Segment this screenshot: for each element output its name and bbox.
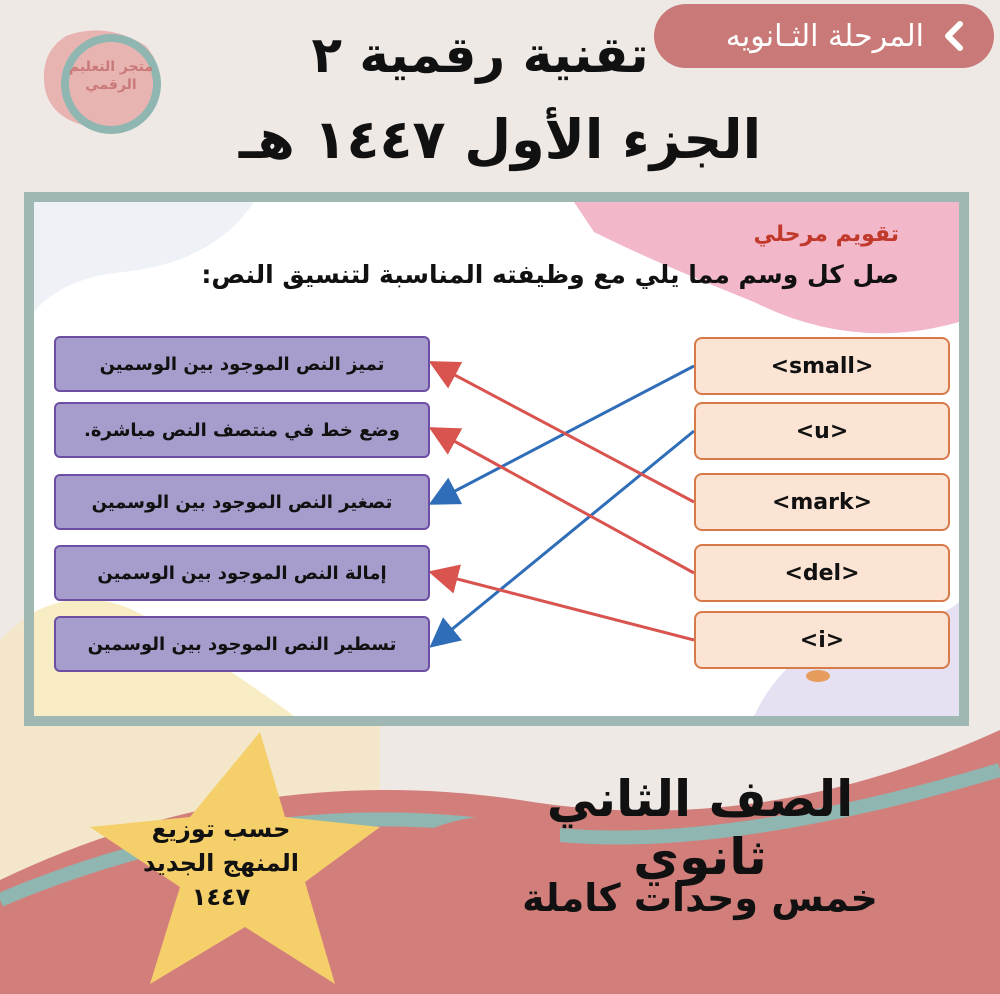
tag-label: <del>	[784, 560, 860, 586]
function-box[interactable]	[54, 616, 430, 672]
function-label: إمالة النص الموجود بين الوسمين	[97, 562, 387, 584]
chevron-left-icon	[936, 18, 972, 54]
star-line3: ١٤٤٧	[191, 883, 251, 911]
instruction-text: صل كل وسم مما يلي مع وظيفته المناسبة لتنسيق النص:	[201, 260, 899, 289]
stage-pill-label: المرحلة الثـانويه	[725, 18, 924, 54]
function-box[interactable]	[54, 474, 430, 530]
function-label: تسطير النص الموجود بين الوسمين	[87, 633, 397, 655]
tag-label: <mark>	[771, 489, 873, 515]
function-box[interactable]	[54, 402, 430, 458]
function-label: تصغير النص الموجود بين الوسمين	[91, 491, 393, 513]
page-subtitle: الجزء الأول ١٤٤٧ هـ	[238, 108, 762, 171]
units-text: خمس وحدات كاملة	[522, 876, 878, 920]
slide-frame	[24, 192, 969, 726]
tag-label: <i>	[799, 627, 845, 653]
logo-text	[66, 58, 156, 94]
tag-label: <small>	[770, 353, 874, 379]
tag-box[interactable]	[694, 402, 950, 460]
page-title: تقنية رقمية ٢	[311, 26, 649, 84]
tag-box[interactable]	[694, 611, 950, 669]
function-label: تميز النص الموجود بين الوسمين	[99, 353, 385, 375]
star-line2: المنهج الجديد	[143, 849, 299, 877]
star-line1: حسب توزيع	[151, 815, 291, 843]
logo-line1: متجر التعليم	[68, 59, 154, 75]
evaluation-label: تقويم مرحلي	[753, 222, 899, 247]
tag-box[interactable]	[694, 544, 950, 602]
function-box[interactable]	[54, 545, 430, 601]
tag-label: <u>	[795, 418, 849, 444]
grade-title: الصف الثاني ثانوي	[546, 770, 854, 886]
function-box[interactable]	[54, 336, 430, 392]
tag-box[interactable]	[694, 337, 950, 395]
stage-pill[interactable]	[654, 4, 994, 68]
tag-box[interactable]	[694, 473, 950, 531]
logo-line2: الرقمي	[85, 77, 137, 93]
function-label: وضع خط في منتصف النص مباشرة.	[84, 419, 400, 441]
slide-content	[34, 202, 959, 716]
star-text	[108, 812, 334, 914]
